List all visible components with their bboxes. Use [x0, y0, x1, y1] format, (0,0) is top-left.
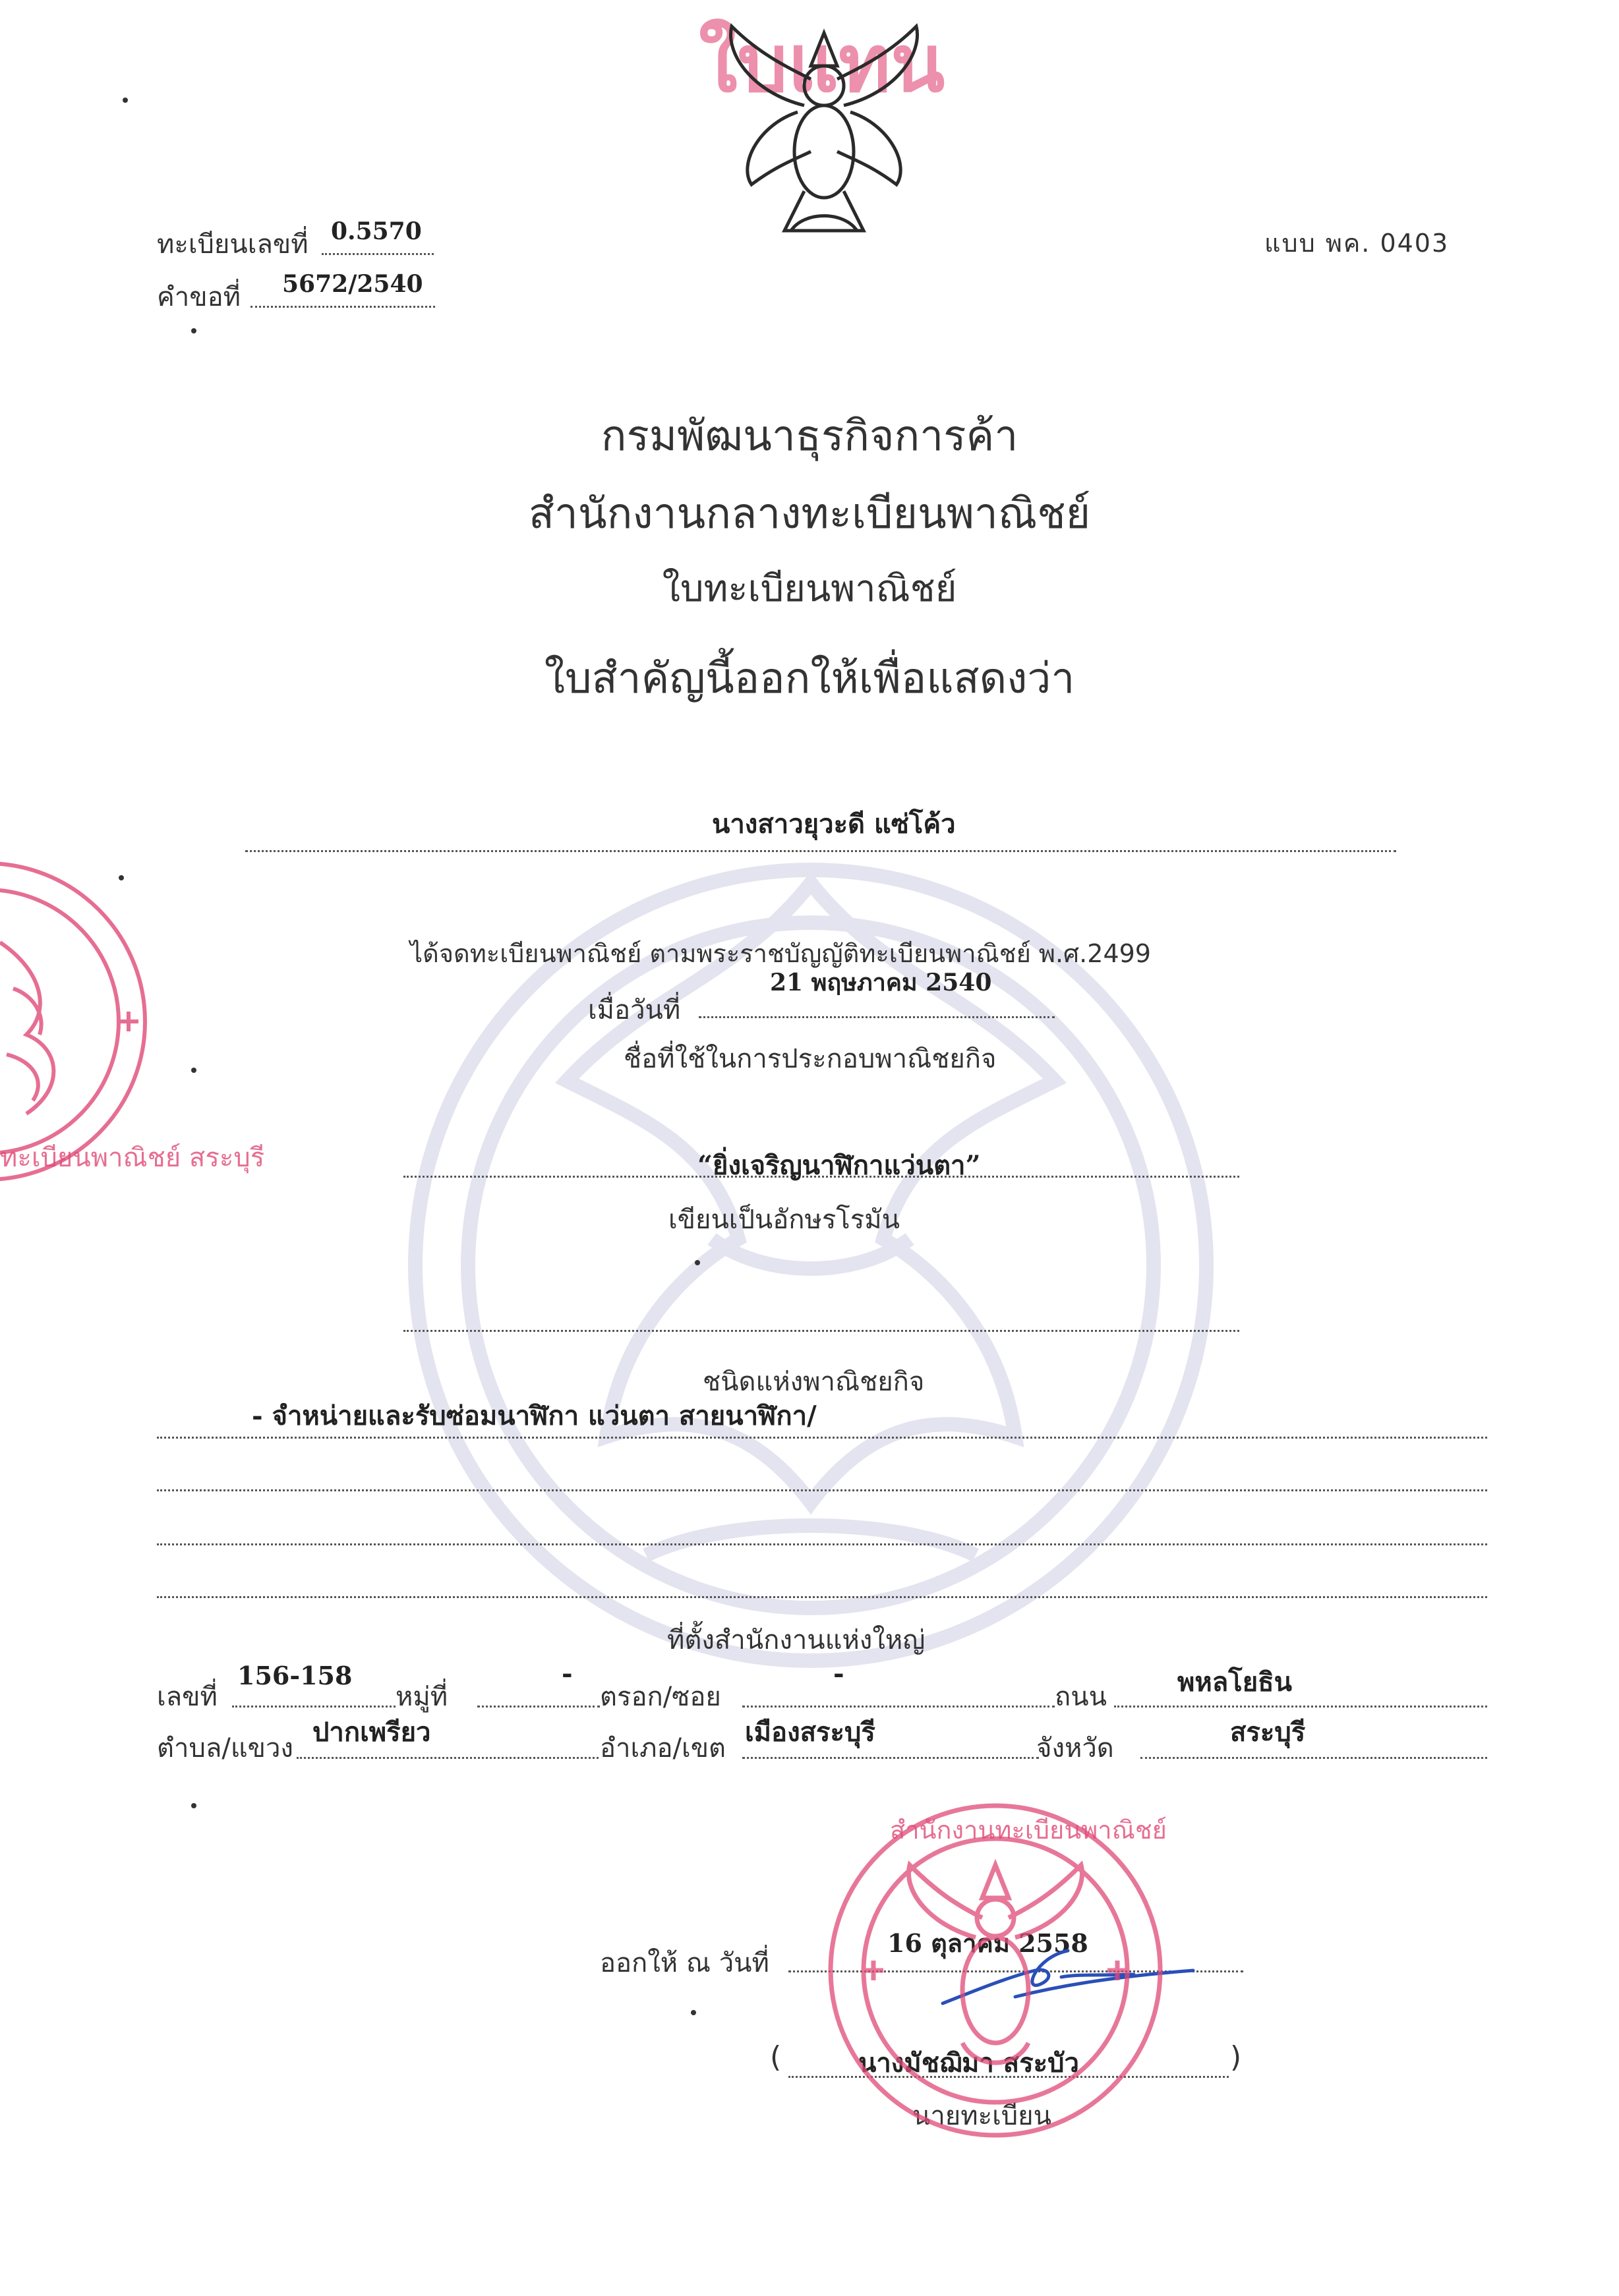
scan-speck [191, 1803, 196, 1808]
scan-speck [695, 1260, 700, 1265]
address-heading: ที่ตั้งสำนักงานแห่งใหญ่ [667, 1625, 926, 1655]
business-dots-1 [157, 1437, 1487, 1439]
trade-name-value: “ยิ่งเจริญนาฬิกาแว่นตา” [697, 1150, 981, 1181]
department-title: กรมพัฒนาธุรกิจการค้า [601, 412, 1018, 461]
address-road-label: ถนน [1055, 1682, 1107, 1712]
roman-dots [403, 1330, 1239, 1332]
form-code: แบบ พค. 0403 [1264, 229, 1450, 258]
request-no-label: คำขอที่ [157, 282, 241, 312]
business-dots-3 [157, 1543, 1487, 1545]
issue-date-value: 16 ตุลาคม 2558 [887, 1928, 1088, 1958]
scan-speck [691, 2010, 696, 2015]
roman-label: เขียนเป็นอักษรโรมัน [668, 1205, 900, 1235]
reg-no-dots [322, 253, 434, 255]
right-seal-text: สำนักงานทะเบียนพาณิชย์ [890, 1816, 1167, 1845]
owner-name: นางสาวยุวะดี แซ่โค้ว [712, 809, 956, 840]
scan-speck [191, 328, 196, 333]
reg-no-value: 0.5570 [331, 217, 422, 245]
address-province-label: จังหวัด [1036, 1733, 1114, 1764]
address-no-value: 156-158 [237, 1661, 353, 1690]
reg-no-label: ทะเบียนเลขที่ [157, 229, 309, 260]
statement-title: ใบสำคัญนี้ออกให้เพื่อแสดงว่า [544, 654, 1075, 703]
address-soi-label: ตรอก/ซอย [600, 1682, 721, 1712]
business-dots-4 [157, 1596, 1487, 1598]
address-amphoe-value: เมืองสระบุรี [745, 1717, 875, 1748]
act-text: ได้จดทะเบียนพาณิชย์ ตามพระราชบัญญัติทะเบียนพาณิชย์ พ.ศ.2499 [410, 939, 1151, 968]
address-moo-value: - [562, 1658, 573, 1689]
scan-speck [123, 98, 128, 103]
address-tambon-value: ปากเพรียว [312, 1717, 431, 1748]
scan-speck [119, 875, 124, 880]
request-no-value: 5672/2540 [282, 270, 423, 298]
address-road-dots [1114, 1706, 1487, 1708]
address-province-value: สระบุรี [1230, 1717, 1306, 1748]
registrar-open-paren: ( [770, 2040, 782, 2074]
address-tambon-dots [297, 1757, 599, 1759]
address-province-dots [1140, 1757, 1487, 1759]
scan-speck [191, 1068, 196, 1073]
registrar-name: นางมัชฌิมา สระบัว [858, 2048, 1080, 2079]
date-dots [699, 1016, 1055, 1018]
address-moo-label: หมู่ที่ [396, 1682, 448, 1712]
garuda-emblem [712, 13, 936, 250]
trade-name-label: ชื่อที่ใช้ในการประกอบพาณิชยกิจ [624, 1044, 997, 1074]
address-amphoe-label: อำเภอ/เขต [600, 1733, 726, 1764]
address-road-value: พหลโยธิน [1177, 1667, 1292, 1698]
address-soi-value: - [833, 1658, 844, 1689]
address-no-dots [232, 1706, 396, 1708]
address-tambon-label: ตำบล/แขวง [157, 1733, 293, 1764]
address-moo-dots [477, 1706, 600, 1708]
address-amphoe-dots [742, 1757, 1039, 1759]
business-dots-2 [157, 1489, 1487, 1491]
left-seal [0, 837, 265, 1206]
document-title: ใบทะเบียนพาณิชย์ [662, 567, 957, 610]
business-type-value: - จำหน่ายและรับซ่อมนาฬิกา แว่นตา สายนาฬิกา/ [252, 1400, 817, 1431]
watermark-emblem [369, 778, 1252, 1766]
registrar-title: นายทะเบียน [912, 2101, 1051, 2131]
issue-label: ออกให้ ณ วันที่ [600, 1948, 769, 1978]
address-soi-dots [742, 1706, 1055, 1708]
office-title: สำนักงานกลางทะเบียนพาณิชย์ [528, 490, 1091, 538]
owner-dots [245, 850, 1396, 852]
date-label: เมื่อวันที่ [588, 995, 681, 1025]
reg-date-value: 21 พฤษภาคม 2540 [770, 969, 992, 996]
top-stamp: ใบแทน [699, 18, 945, 110]
right-seal [817, 1793, 1173, 2148]
address-no-label: เลขที่ [157, 1682, 218, 1712]
registrar-close-paren: ) [1230, 2040, 1242, 2074]
request-no-dots [250, 306, 435, 308]
business-type-label: ชนิดแห่งพาณิชยกิจ [703, 1367, 925, 1397]
left-seal-text: ทะเบียนพาณิชย์ สระบุรี [0, 1143, 265, 1173]
